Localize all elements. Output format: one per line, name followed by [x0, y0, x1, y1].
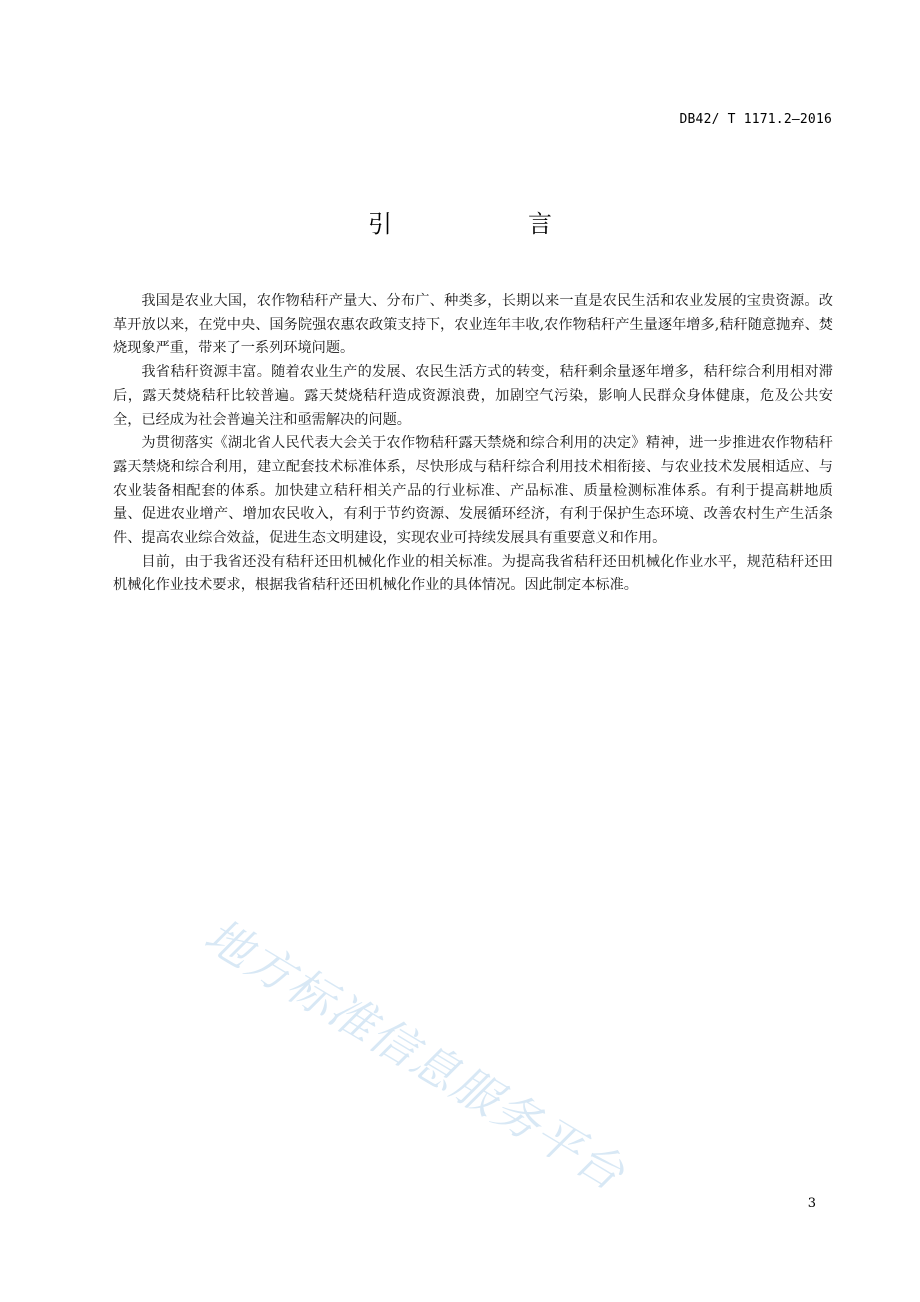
page-title: 引 言: [368, 210, 608, 238]
paragraph: 为贯彻落实《湖北省人民代表大会关于农作物秸秆露天禁烧和综合利用的决定》精神，进一步推进农作物秸秆露天禁烧和综合利用，建立配套技术标准体系，尽快形成与秸秆综合利用技术相衔接、与农业技术发展相适应、与农业装备相配套的体系。加快建立秸秆相关产品的行业标准、产品标准、质量检测标准体系。有利于提高耕地质量、促进农业增产、增加农民收入，有利于节约资源、发展循环经济，有利于保护生态环境、改善农村生产生活条件、提高农业综合效益，促进生态文明建设，实现农业可持续发展具有重要意义和作用。: [113, 435, 833, 547]
paragraph: 目前，由于我省还没有秸秆还田机械化作业的相关标准。为提高我省秸秆还田机械化作业水平，规范秸秆还田机械化作业技术要求，根据我省秸秆还田机械化作业的具体情况。因此制定本标准。: [113, 553, 833, 594]
paragraph: 我省秸秆资源丰富。随着农业生产的发展、农民生活方式的转变，秸秆剩余量逐年增多，秸秆综合利用相对滞后，露天焚烧秸秆比较普遍。露天焚烧秸秆造成资源浪费，加剧空气污染，影响人民群众身体健康，危及公共安全，已经成为社会普遍关注和亟需解决的问题。: [113, 364, 833, 428]
paragraph: 我国是农业大国，农作物秸秆产量大、分布广、种类多，长期以来一直是农民生活和农业发展的宝贵资源。改革开放以来，在党中央、国务院强农惠农政策支持下，农业连年丰收,农作物秸秆产生量逐年增多,秸秆随意抛弃、焚烧现象严重，带来了一系列环境问题。: [113, 293, 833, 357]
document-body: [113, 290, 833, 598]
watermark: 地方标准信息服务平台: [195, 907, 635, 1202]
page-number: 3: [807, 1196, 816, 1211]
standard-code: DB42/ T 1171.2—2016: [679, 112, 832, 127]
